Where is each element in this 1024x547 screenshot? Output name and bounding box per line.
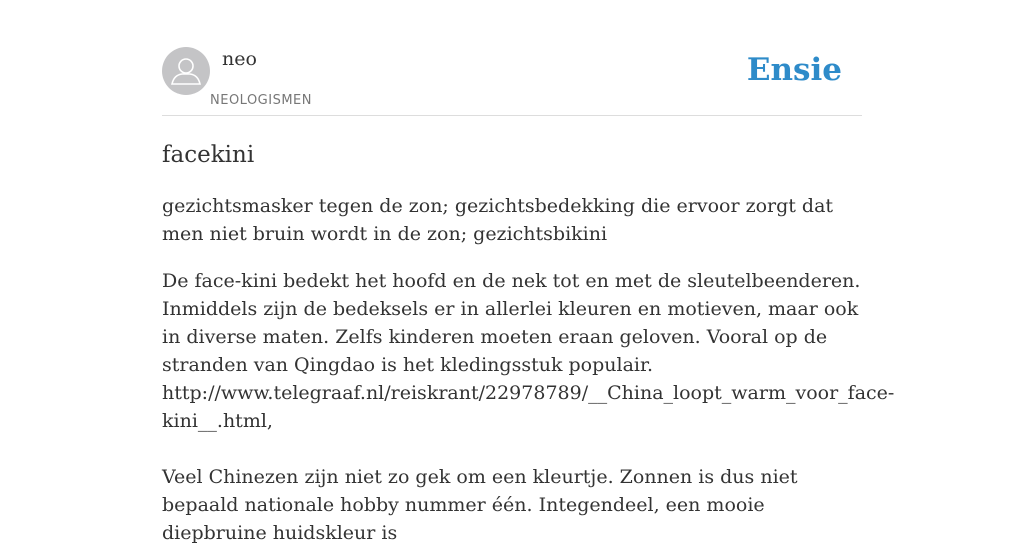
entry-definition: gezichtsmasker tegen de zon; gezichtsbedekking die ervoor zorgt dat men niet bruin wordt in de zon; gezichtsbikini <box>162 195 834 245</box>
avatar[interactable] <box>162 47 210 95</box>
entry-header <box>162 47 862 116</box>
entry-example <box>162 267 895 547</box>
user-silhouette-icon <box>162 47 210 95</box>
entry-term: facekini <box>162 142 255 168</box>
example-sentence-1: De face-kini bedekt het hoofd en de nek tot en met de sleutelbeenderen. <box>162 270 861 292</box>
category-label[interactable]: NEOLOGISMEN <box>210 93 312 108</box>
example-sentence-2: Inmiddels zijn de bedeksels er in allerlei kleuren en motieven, maar ook in diverse maten. Zelfs kinderen moeten eraan geloven. Vooral op de stranden van Qingdao is het kledingsstuk populair. <box>162 298 859 376</box>
username-link[interactable]: neo <box>222 48 257 70</box>
brand-logo[interactable]: Ensie <box>746 52 842 88</box>
paragraph-gap <box>162 435 862 463</box>
example-source: http://www.telegraaf.nl/reiskrant/22978789/__China_loopt_warm_voor_face-kini__.html, <box>162 382 895 432</box>
example-paragraph-2: Veel Chinezen zijn niet zo gek om een kleurtje. Zonnen is dus niet bepaald nationale hobby nummer één. Integendeel, een mooie diepbruine huidskleur is <box>162 466 798 544</box>
example-text <box>162 267 862 379</box>
page <box>162 0 895 547</box>
